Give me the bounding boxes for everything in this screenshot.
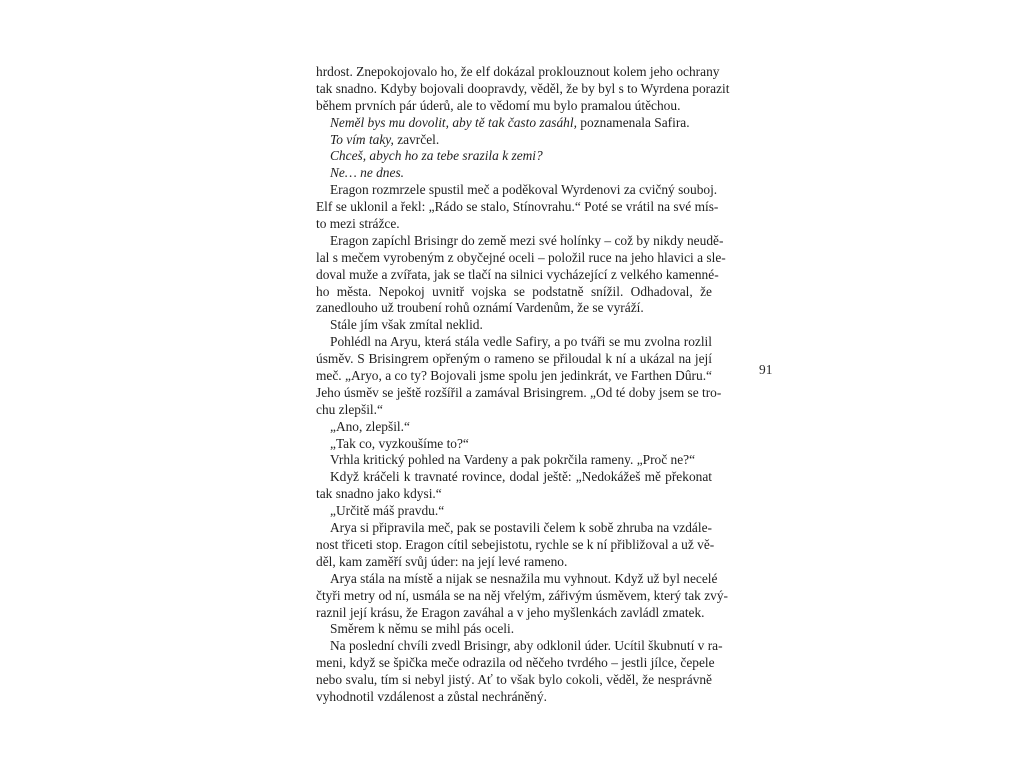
- text-line: [316, 249, 726, 267]
- line-text: Stále jím však zmítal neklid.: [330, 317, 483, 333]
- line-text: nost třiceti stop. Eragon cítil sebejistotu, rychle se k ní přibližoval a už vě-: [316, 536, 715, 552]
- line-text: doval muže a zvířata, jak se tlačí na silnici vycházející z velkého kamenné-: [316, 266, 719, 282]
- text-line: [316, 182, 718, 199]
- body-text: [316, 64, 730, 706]
- text-line: [316, 384, 722, 402]
- line-text: meč. „Aryo, a co ty? Bojovali jsme spolu jen jedinkrát, ve Farthen Dûru.“: [316, 368, 712, 384]
- italic-thought: Chceš, abych ho za tebe srazila k zemi?: [330, 148, 543, 164]
- line-text: chu zlepšil.“: [316, 401, 383, 417]
- text-line: [316, 452, 712, 469]
- line-text: raznil její krásu, že Eragon zaváhal a v jeho myšlenkách zavládl zmatek.: [316, 604, 705, 620]
- line-text: tak snadno. Kdyby bojovali doopravdy, věděl, že by byl s to Wyrdena porazit: [316, 80, 730, 96]
- line-text: Směrem k němu se mihl pás oceli.: [330, 621, 515, 637]
- line-text: Pohlédl na Aryu, která stála vedle Safiry, a po tváři se mu zvolna rozlil: [330, 334, 712, 350]
- text-line: [316, 503, 712, 520]
- line-text: během prvních pár úderů, ale to vědomí mu bylo pramalou útěchou.: [316, 97, 681, 113]
- text-line: [316, 368, 712, 385]
- text-line: [316, 605, 712, 622]
- italic-thought: Neměl bys mu dovolit, aby tě tak často zasáhl,: [330, 114, 577, 130]
- line-text: Jeho úsměv se ještě rozšířil a zamával Brisingrem. „Od té doby jsem se tro-: [316, 384, 722, 400]
- line-text: nebo svalu, tím si nebyl jistý. Ať to však bylo cokoli, věděl, že nesprávně: [316, 672, 712, 688]
- text-line: [316, 469, 712, 486]
- text-line: [316, 216, 712, 233]
- line-text: Arya si připravila meč, pak se postavili čelem k sobě zhruba na vzdále-: [330, 520, 712, 536]
- line-text: „Tak co, vyzkoušíme to?“: [330, 435, 469, 451]
- text-line: [316, 554, 712, 571]
- line-text: „Ano, zlepšil.“: [330, 418, 410, 434]
- line-text: hrdost. Znepokojovalo ho, že elf dokázal proklouznout kolem jeho ochrany: [316, 64, 720, 79]
- text-line: [316, 64, 720, 81]
- text-line: [316, 689, 712, 706]
- text-line: [316, 672, 712, 689]
- text-line: [316, 570, 718, 588]
- line-text: Když kráčeli k travnaté rovince, dodal ještě: „Nedokážeš mě překonat: [330, 469, 712, 485]
- line-text: Eragon rozmrzele spustil meč a poděkoval Wyrdenovi za cvičný souboj.: [330, 182, 718, 198]
- line-text: Na poslední chvíli zvedl Brisingr, aby odklonil úder. Ucítil škubnutí v ra-: [330, 638, 723, 654]
- line-text: zanedlouho už troubení rohů oznámí Vardenům, že se vyráží.: [316, 300, 644, 316]
- line-text: „Určitě máš pravdu.“: [330, 503, 445, 519]
- text-line: [316, 334, 712, 351]
- page-number: 91: [759, 362, 773, 377]
- line-text: ho města. Nepokoj uvnitř vojska se podstatně snížil. Odhadoval, že: [316, 283, 712, 299]
- line-text: lal s mečem vyrobeným z obyčejné oceli – položil ruce na jeho hlavici a sle-: [316, 249, 726, 265]
- text-line: [316, 638, 723, 655]
- line-text: zavrčel.: [393, 131, 440, 147]
- text-line: [316, 587, 729, 605]
- line-text: Vrhla kritický pohled na Vardeny a pak pokrčila rameny. „Proč ne?“: [330, 452, 696, 468]
- line-text: čtyři metry od ní, usmála se na něj vřelým, zářivým úsměvem, který tak zvý-: [316, 587, 729, 603]
- text-line: [316, 266, 719, 284]
- text-line: [316, 351, 712, 368]
- italic-thought: To vím taky,: [330, 131, 394, 147]
- text-line: [316, 436, 712, 453]
- text-line: [316, 98, 712, 115]
- text-line: [316, 300, 712, 317]
- line-text: poznamenala Safira.: [576, 114, 690, 130]
- line-text: děl, kam zaměří svůj úder: na její levé rameno.: [316, 553, 568, 569]
- line-text: to mezi strážce.: [316, 216, 400, 232]
- text-line: [316, 419, 712, 436]
- text-line: [316, 284, 712, 301]
- text-line: [316, 232, 724, 250]
- text-line: [316, 621, 712, 638]
- line-text: meni, když se špička meče odrazila od něčeho tvrdého – jestli jílce, čepele: [316, 655, 715, 671]
- line-text: úsměv. S Brisingrem opřeným o rameno se přiloudal k ní a ukázal na její: [316, 351, 712, 367]
- text-line: [316, 115, 712, 132]
- text-line: [316, 199, 719, 216]
- line-text: vyhodnotil vzdálenost a zůstal nechráněný.: [316, 688, 547, 704]
- line-text: Arya stála na místě a nijak se nesnažila mu vyhnout. Když už byl necelé: [330, 570, 718, 586]
- text-line: [316, 80, 730, 98]
- text-line: [316, 486, 712, 503]
- italic-thought: Ne… ne dnes.: [330, 165, 405, 181]
- text-line: [316, 132, 712, 149]
- text-line: [316, 655, 715, 672]
- line-text: tak snadno jako kdysi.“: [316, 486, 442, 502]
- text-line: [316, 165, 712, 182]
- text-line: [316, 402, 712, 419]
- text-line: [316, 148, 712, 165]
- line-text: Elf se uklonil a řekl: „Rádo se stalo, Stínovrahu.“ Poté se vrátil na své mís-: [316, 199, 719, 215]
- text-line: [316, 520, 712, 537]
- text-line: [316, 317, 712, 334]
- line-text: Eragon zapíchl Brisingr do země mezi své holínky – což by nikdy neudě-: [330, 232, 724, 248]
- text-line: [316, 536, 715, 554]
